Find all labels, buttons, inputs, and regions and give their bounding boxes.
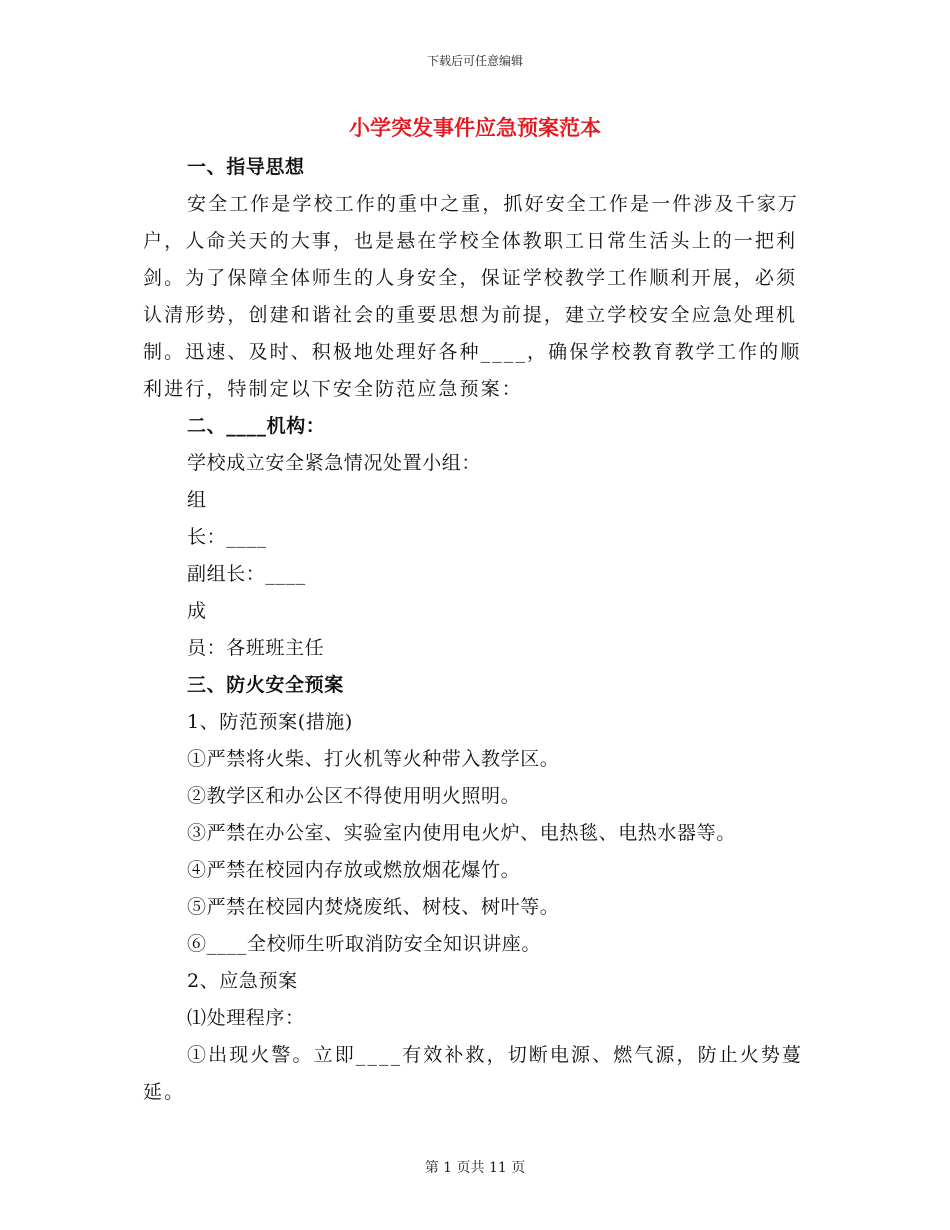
document-title: 小学突发事件应急预案范本 [349,116,601,140]
org-line: 长：____ [187,526,267,548]
document-body [143,149,807,1111]
subsection-heading: 1、防范预案(措施) [187,711,353,733]
header-note: 下载后可任意编辑 [426,54,523,68]
measure-item: ⑤严禁在校园内焚烧废纸、树枝、树叶等。 [187,896,560,918]
section1-paragraph: 安全工作是学校工作的重中之重，抓好安全工作是一件涉及千家万户，人命关天的大事，也是悬在学校全体教职工日常生活头上的一把利剑。为了保障全体师生的人身安全，保证学校教学工作顺利开展，必须认清形势，创建和谐社会的重要思想为前提，建立学校安全应急处理机制。迅速、及时、积极地处理好各种____，确保学校教育教学工作的顺利进行，特制定以下安全防范应急预案： [143,193,802,400]
section1-heading: 一、指导思想 [187,156,305,178]
org-line: 成 [187,600,207,622]
org-line: 组 [187,489,207,511]
measure-item: ④严禁在校园内存放或燃放烟花爆竹。 [187,859,521,881]
org-line: 学校成立安全紧急情况处置小组： [187,452,482,474]
procedure-heading: ⑴处理程序： [187,1007,305,1029]
subsection-heading: 2、应急预案 [187,970,298,992]
measure-item: ①严禁将火柴、打火机等火种带入教学区。 [187,748,560,770]
page-number: 第 1 页共 11 页 [424,1160,526,1176]
section3-heading: 三、防火安全预案 [187,674,344,696]
org-line: 副组长：____ [187,563,306,585]
measure-item: ⑥____全校师生听取消防安全知识讲座。 [187,933,542,955]
measure-item: ③严禁在办公室、实验室内使用电火炉、电热毯、电热水器等。 [187,822,736,844]
procedure-paragraph: ①出现火警。立即____有效补救，切断电源、燃气源，防止火势蔓延。 [143,1044,804,1103]
section2-heading: 二、____机构： [187,415,326,437]
org-line: 员：各班班主任 [187,637,325,659]
measure-item: ②教学区和办公区不得使用明火照明。 [187,785,521,807]
